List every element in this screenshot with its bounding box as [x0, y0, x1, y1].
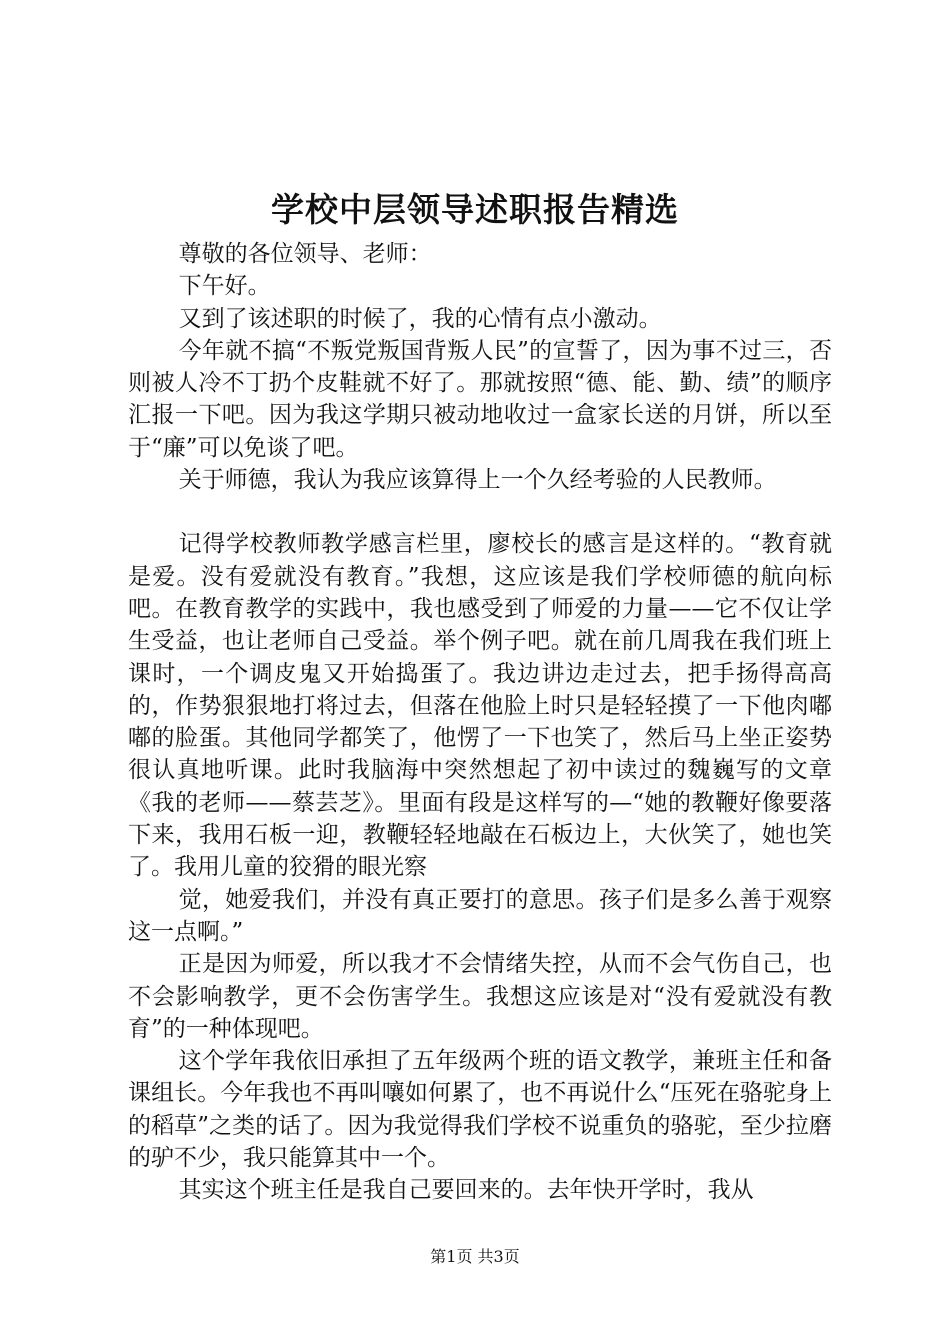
paragraph: 今年就不搞“不叛党叛国背叛人民”的宣誓了，因为事不过三，否则被人冷不丁扔个皮鞋就不好了。那就按照“德、能、勤、绩”的顺序汇报一下吧。因为我这学期只被动地收过一盒家长送的月饼，所以至于“廉”可以免谈了吧。	[128, 337, 832, 461]
paragraph: 这个学年我依旧承担了五年级两个班的语文教学，兼班主任和备课组长。今年我也不再叫嚷如何累了，也不再说什么“压死在骆驼身上的稻草”之类的话了。因为我觉得我们学校不说重负的骆驼，至少拉磨的驴不少，我只能算其中一个。	[128, 1048, 832, 1172]
page-number-footer: 第1页 共3页	[430, 1247, 520, 1266]
paragraph: 关于师德，我认为我应该算得上一个久经考验的人民教师。	[178, 467, 777, 494]
paragraph: 又到了该述职的时候了，我的心情有点小激动。	[178, 305, 662, 332]
document-title: 学校中层领导述职报告精选	[271, 190, 679, 229]
document-body	[128, 238, 832, 1207]
paragraph: 记得学校教师教学感言栏里，廖校长的感言是这样的。“教育就是爱。没有爱就没有教育。”我想，这应该是我们学校师德的航向标吧。在教育教学的实践中，我也感受到了师爱的力量——它不仅让学生受益，也让老师自己受益。举个例子吧。就在前几周我在我们班上课时，一个调皮鬼又开始捣蛋了。我边讲边走过去，把手扬得高高的，作势狠狠地打将过去，但落在他脸上时只是轻轻摸了一下他肉嘟嘟的脸蛋。其他同学都笑了，他愣了一下也笑了，然后马上坐正姿势很认真地听课。此时我脑海中突然想起了初中读过的魏巍写的文章《我的老师——蔡芸芝》。里面有段是这样写的—“她的教鞭好像要落下来，我用石板一迎，教鞭轻轻地敲在石板边上，大伙笑了，她也笑了。我用儿童的狡猾的眼光察	[128, 531, 832, 881]
paragraph: 觉，她爱我们，并没有真正要打的意思。孩子们是多么善于观察这一点啊。”	[128, 886, 832, 945]
paragraph: 正是因为师爱，所以我才不会情绪失控，从而不会气伤自己，也不会影响教学，更不会伤害学生。我想这应该是对“没有爱就没有教育”的一种体现吧。	[128, 951, 832, 1042]
paragraph: 其实这个班主任是我自己要回来的。去年快开学时，我从	[178, 1177, 754, 1204]
paragraph-salutation: 尊敬的各位领导、老师：	[178, 241, 432, 267]
paragraph-greeting: 下午好。	[178, 273, 271, 300]
